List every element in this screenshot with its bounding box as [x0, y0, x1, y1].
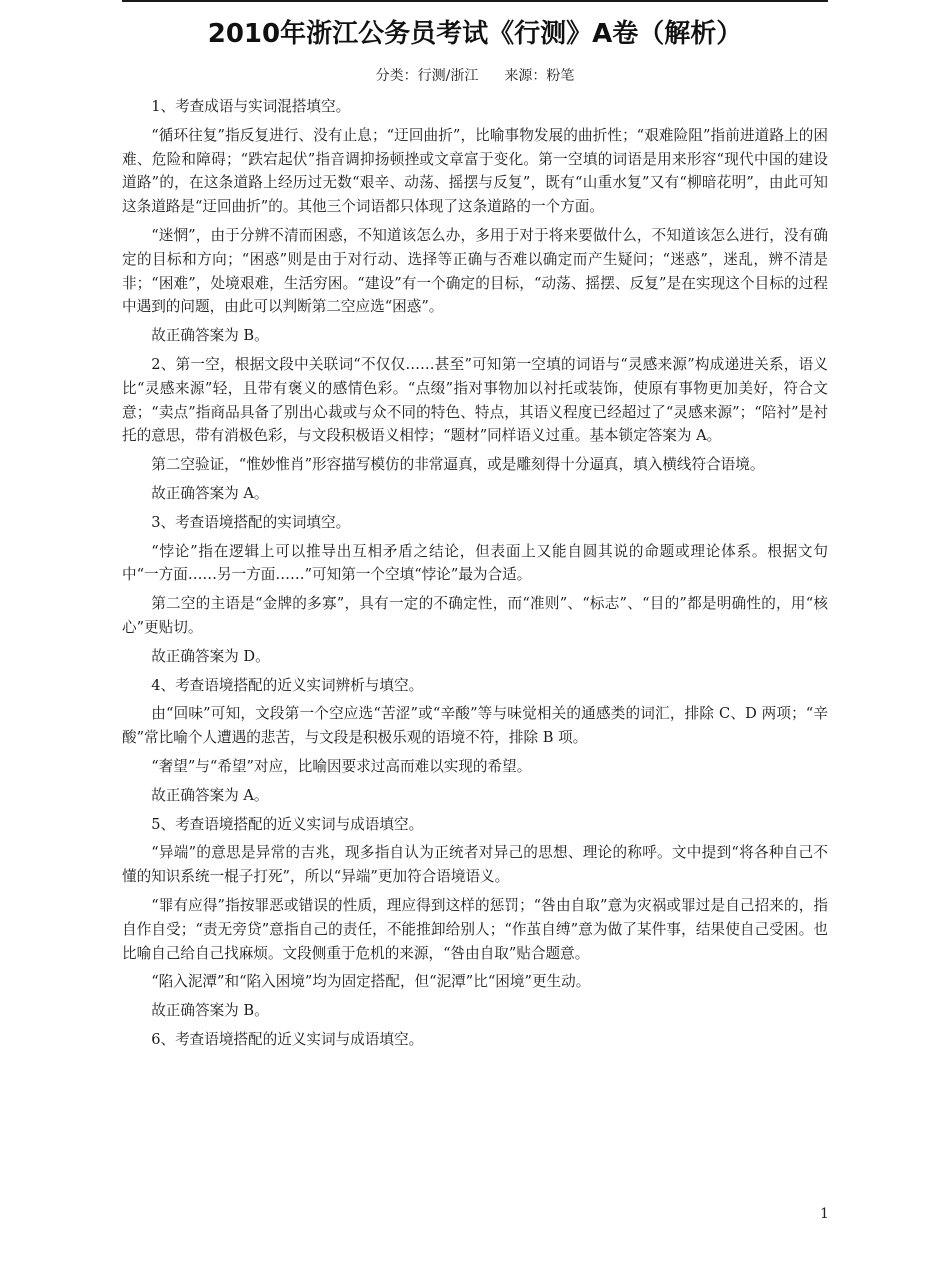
paragraph: 故正确答案为 D。	[151, 647, 270, 665]
paragraph: 5、考查语境搭配的近义实词与成语填空。	[151, 815, 424, 833]
paragraph: 故正确答案为 A。	[151, 786, 269, 804]
paragraph: 故正确答案为 B。	[151, 1002, 269, 1020]
paragraph: “迷惘”，由于分辨不清而困惑，不知道该怎么办，多用于对于将来要做什么，不知道该怎么进行，没有确定的目标和方向；“困惑”则是由于对行动、选择等正确与否难以确定而产生疑问；“迷惑”，迷乱，辨不清是非；“困难”，处境艰难，生活穷困。“建设”有一个确定的目标，“动荡、摇摆、反复”是在实现这个目标的过程中遇到的问题，由此可以判断第二空应选“困惑”。	[122, 226, 828, 316]
paragraph: 第二空的主语是“金牌的多寡”，具有一定的不确定性，而“准则”、“标志”、“目的”都是明确性的，用“核心”更贴切。	[122, 595, 828, 636]
page-number: 1	[820, 1206, 829, 1222]
document-body	[122, 95, 828, 1057]
paragraph: 3、考查语境搭配的实词填空。	[151, 513, 351, 531]
paragraph: 1、考查成语与实词混搭填空。	[151, 98, 351, 115]
top-rule	[122, 0, 828, 2]
paragraph: “循环往复”指反复进行、没有止息；“迂回曲折”，比喻事物发展的曲折性；“艰难险阻”指前进道路上的困难、危险和障碍；“跌宕起伏”指音调抑扬顿挫或文章富于变化。第一空填的词语是用来形容“现代中国的建设道路”的，在这条道路上经历过无数“艰辛、动荡、摇摆与反复”，既有“山重水复”又有“柳暗花明”，由此可知这条道路是“迂回曲折”的。其他三个词语都只体现了这条道路的一个方面。	[122, 126, 828, 216]
paragraph: 第二空验证，“惟妙惟肖”形容描写模仿的非常逼真，或是雕刻得十分逼真，填入横线符合语境。	[151, 456, 765, 474]
paragraph: 故正确答案为 A。	[151, 484, 269, 502]
paragraph: “陷入泥潭”和“陷入困境”均为固定搭配，但“泥潭”比“困境”更生动。	[151, 973, 591, 991]
paragraph: “悖论”指在逻辑上可以推导出互相矛盾之结论，但表面上又能自圆其说的命题或理论体系。根据文句中“一方面……另一方面……”可知第一个空填“悖论”最为合适。	[122, 542, 828, 584]
paragraph: 故正确答案为 B。	[151, 327, 269, 345]
paragraph: “奢望”与“希望”对应，比喻因要求过高而难以实现的希望。	[151, 757, 532, 775]
paragraph: 由“回味”可知，文段第一个空应选“苦涩”或“辛酸”等与味觉相关的通感类的词汇，排除 C、D 两项；“辛酸”常比喻个人遭遇的悲苦，与文段是积极乐观的语境不符，排除 B 项。	[122, 705, 828, 747]
paragraph: 4、考查语境搭配的近义实词辨析与填空。	[151, 676, 424, 694]
category-label: 分类：行测/浙江	[375, 68, 479, 84]
paragraph: 2、第一空，根据文段中关联词“不仅仅……甚至”可知第一空填的词语与“灵感来源”构成递进关系，语义比“灵感来源”轻，且带有褒义的感情色彩。“点缀”指对事物加以衬托或装饰，使原有事物更加美好，符合文意；“卖点”指商品具备了别出心裁或与众不同的特色、特点，其语义程度已经超过了“灵感来源”；“陪衬”是衬托的意思，带有消极色彩，与文段积极语义相悖；“题材”同样语义过重。基本锁定答案为 A。	[122, 355, 828, 445]
document-meta	[0, 66, 950, 86]
paragraph: “罪有应得”指按罪恶或错误的性质，理应得到这样的惩罚；“咎由自取”意为灾祸或罪过是自己招来的，指自作自受；“责无旁贷”意指自己的责任，不能推卸给别人；“作茧自缚”意为做了某件事，结果使自己受困。也比喻自己给自己找麻烦。文段侧重于危机的来源，“咎由自取”贴合题意。	[122, 896, 828, 962]
source-label: 来源：粉笔	[504, 68, 575, 84]
paragraph: “异端”的意思是异常的吉兆，现多指自认为正统者对异己的思想、理论的称呼。文中提到“将各种自己不懂的知识系统一棍子打死”，所以“异端”更加符合语境语义。	[122, 844, 828, 886]
paragraph: 6、考查语境搭配的近义实词与成语填空。	[151, 1030, 424, 1048]
document-title: 2010年浙江公务员考试《行测》A卷（解析）	[207, 19, 743, 49]
